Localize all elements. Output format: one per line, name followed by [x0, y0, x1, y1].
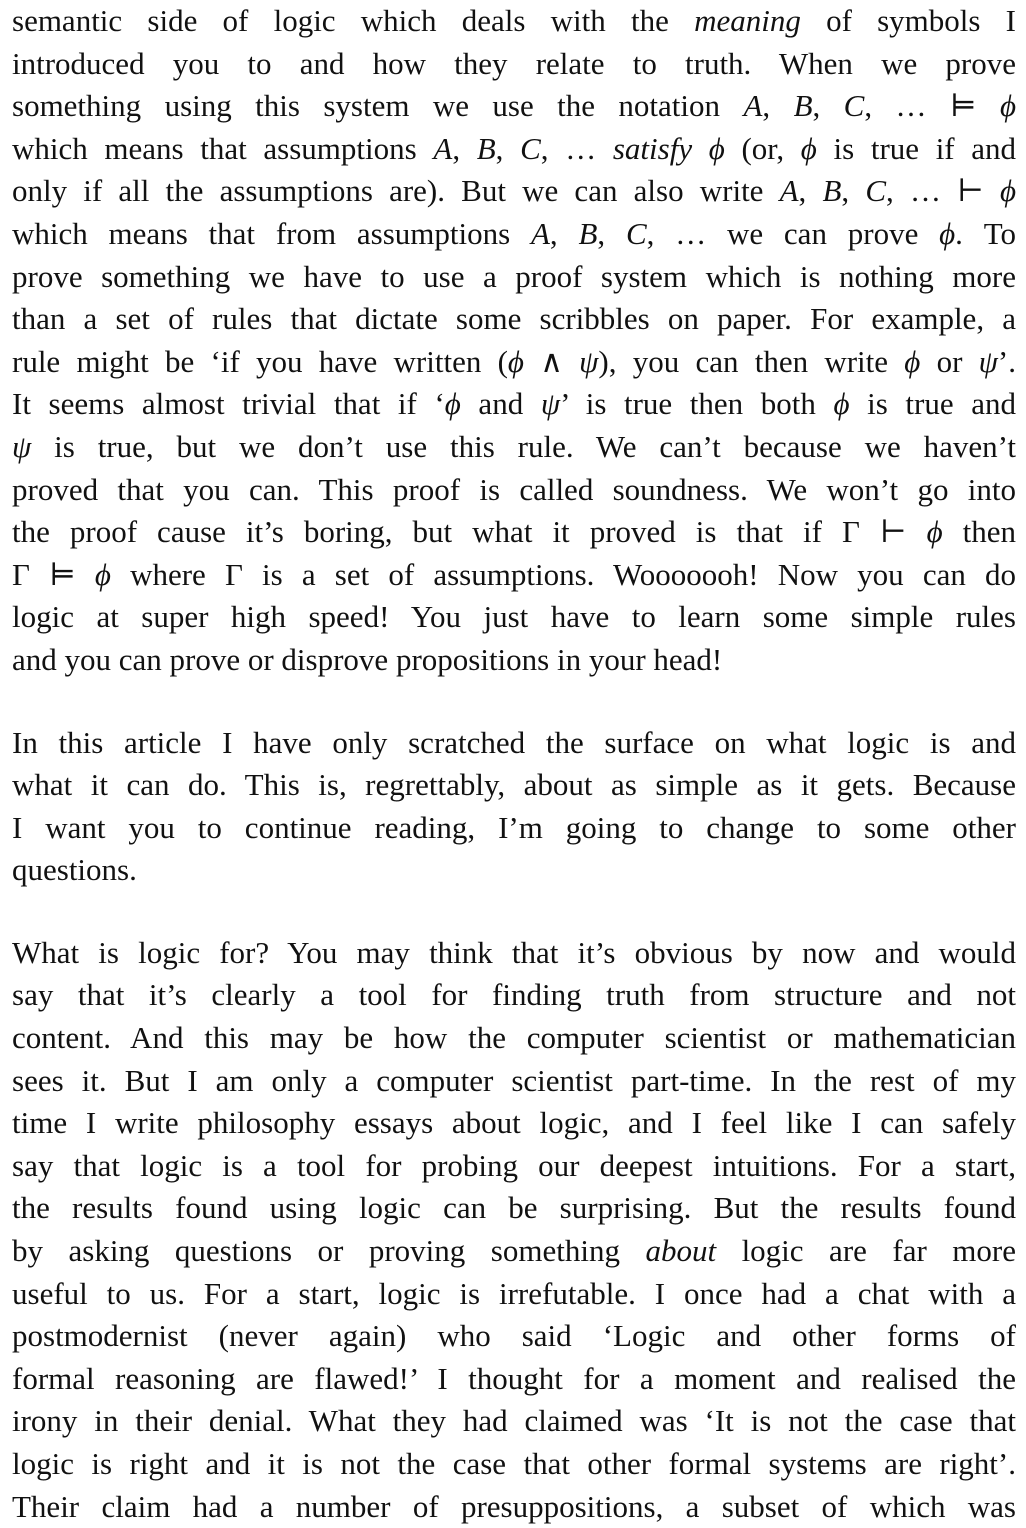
text-line	[12, 1145, 1016, 1188]
text-run: formal reasoning are flawed!’ I thought for a moment and realised the	[12, 1360, 1016, 1396]
text-run: by asking questions or proving something	[12, 1233, 646, 1269]
text-run: sees it. But I am only a computer scientist part-time. In the rest of my	[12, 1062, 1016, 1098]
italic-text: A	[433, 130, 453, 166]
text-run: ,	[841, 173, 866, 209]
text-run: logic at super high speed! You just have to learn some simple rules	[12, 599, 1016, 635]
italic-text: B	[822, 173, 842, 209]
text-run: , …	[540, 130, 613, 166]
italic-text: about	[645, 1233, 717, 1269]
text-run: content. And this may be how the computer scientist or mathematician	[12, 1020, 1016, 1056]
text-line	[12, 469, 1016, 512]
text-run: ), you can then write	[598, 343, 905, 379]
text-run: ,	[597, 215, 626, 251]
text-line	[12, 1358, 1016, 1401]
text-run: . To	[955, 215, 1016, 251]
text-run: ,	[549, 215, 579, 251]
text-run: and	[460, 386, 541, 422]
text-line	[12, 639, 1016, 682]
text-line	[12, 849, 1016, 892]
paragraph-2	[12, 722, 1016, 892]
text-line	[12, 1486, 1016, 1528]
text-run: where Γ is a set of assumptions. Wooooooh! Now you can do	[110, 556, 1017, 592]
text-run: introduced you to and how they relate to truth. When we prove	[12, 45, 1016, 81]
paragraph-gap	[12, 682, 1016, 722]
text-run: proved that you can. This proof is called soundness. We won’t go into	[12, 471, 1016, 507]
italic-text: A	[779, 173, 799, 209]
text-run: Their claim had a number of presuppositions, a subset of which was	[12, 1488, 1016, 1524]
text-run: and you can prove or disprove propositions in your head!	[12, 641, 723, 677]
italic-text: B	[476, 130, 496, 166]
italic-text: ψ	[12, 428, 32, 464]
text-line	[12, 974, 1016, 1017]
italic-text: B	[793, 88, 813, 124]
text-line	[12, 383, 1016, 426]
text-run: ,	[762, 88, 794, 124]
text-line	[12, 722, 1016, 765]
text-run: It seems almost trivial that if ‘	[12, 386, 445, 422]
text-run: than a set of rules that dictate some scribbles on paper. For example, a	[12, 301, 1016, 337]
italic-text: ϕ	[94, 556, 111, 592]
text-line	[12, 213, 1016, 256]
italic-text: C	[625, 215, 647, 251]
italic-text: ϕ	[904, 343, 921, 379]
text-line	[12, 1187, 1016, 1230]
text-run: is true and	[849, 386, 1016, 422]
text-run: ,	[798, 173, 823, 209]
text-run: then	[942, 514, 1016, 550]
italic-text: ψ	[540, 386, 561, 422]
text-run: logic are far more	[716, 1233, 1016, 1269]
text-line	[12, 256, 1016, 299]
text-line	[12, 596, 1016, 639]
text-run: ∧	[523, 343, 580, 379]
text-run: something using this system we use the notation	[12, 88, 744, 124]
italic-text: ϕ	[999, 173, 1017, 209]
text-line	[12, 1017, 1016, 1060]
text-line	[12, 1273, 1016, 1316]
text-run: which means that from assumptions	[12, 215, 531, 251]
text-run: ,	[495, 130, 521, 166]
text-run: useful to us. For a start, logic is irrefutable. I once had a chat with a	[12, 1275, 1016, 1311]
italic-text: ϕ	[507, 343, 524, 379]
text-line	[12, 511, 1016, 554]
text-line	[12, 341, 1016, 384]
italic-text: ϕ	[708, 130, 725, 166]
italic-text: meaning	[694, 3, 801, 38]
text-run: ’ is true then both	[560, 386, 834, 422]
italic-text: C	[520, 130, 541, 166]
text-run: I want you to continue reading, I’m going to change to some other	[12, 809, 1016, 845]
text-run: What is logic for? You may think that it’s obvious by now and would	[12, 934, 1016, 970]
italic-text: ϕ	[939, 215, 956, 251]
text-line	[12, 1230, 1016, 1273]
italic-text: ϕ	[833, 386, 850, 422]
italic-text: satisfy	[612, 130, 693, 166]
text-run: , … we can prove	[646, 215, 940, 251]
text-run: say that logic is a tool for probing our deepest intuitions. For a start,	[12, 1147, 1016, 1183]
italic-text: ϕ	[800, 130, 817, 166]
italic-text: ψ	[579, 343, 599, 379]
text-run: prove something we have to use a proof system which is nothing more	[12, 258, 1016, 294]
paragraph-1	[12, 0, 1016, 682]
paragraph-3	[12, 932, 1016, 1528]
text-line	[12, 128, 1016, 171]
text-run: , … ⊨	[864, 88, 1000, 124]
text-run: questions.	[12, 852, 137, 888]
text-line	[12, 1400, 1016, 1443]
text-run: is true if and	[816, 130, 1017, 166]
italic-text: ψ	[978, 343, 998, 379]
text-line	[12, 1443, 1016, 1486]
text-line	[12, 85, 1016, 128]
text-run: which means that assumptions	[12, 130, 434, 166]
text-run: what it can do. This is, regrettably, about as simple as it gets. Because	[12, 767, 1016, 803]
text-line	[12, 1102, 1016, 1145]
text-run	[692, 131, 709, 166]
italic-text: ϕ	[444, 386, 461, 422]
text-run: the results found using logic can be surprising. But the results found	[12, 1190, 1016, 1226]
italic-text: C	[865, 173, 887, 209]
text-line	[12, 426, 1016, 469]
text-run: Γ ⊨	[12, 556, 95, 592]
text-run: postmodernist (never again) who said ‘Logic and other forms of	[12, 1318, 1016, 1354]
italic-text: A	[530, 215, 550, 251]
text-line	[12, 43, 1016, 86]
text-run: , … ⊢	[886, 173, 1000, 209]
text-line	[12, 1060, 1016, 1103]
text-line	[12, 807, 1016, 850]
italic-text: ϕ	[1000, 88, 1017, 124]
text-run: semantic side of logic which deals with the	[12, 3, 695, 38]
italic-text: B	[578, 215, 598, 251]
text-run: (or,	[724, 130, 801, 166]
text-run: ,	[812, 88, 844, 124]
text-run: In this article I have only scratched the surface on what logic is and	[12, 724, 1016, 760]
text-run: rule might be ‘if you have written (	[12, 343, 508, 379]
text-line	[12, 932, 1016, 975]
text-line	[12, 1315, 1016, 1358]
text-line	[12, 764, 1016, 807]
text-run: time I write philosophy essays about logic, and I feel like I can safely	[12, 1105, 1016, 1141]
italic-text: A	[743, 88, 763, 124]
text-run: the proof cause it’s boring, but what it proved is that if Γ ⊢	[12, 514, 927, 550]
text-line	[12, 554, 1016, 597]
text-line	[12, 0, 1016, 43]
paragraph-gap	[12, 892, 1016, 932]
text-run: or	[920, 343, 979, 379]
text-run: ,	[452, 130, 477, 166]
italic-text: ϕ	[926, 514, 943, 550]
italic-text: C	[843, 88, 865, 124]
text-line	[12, 170, 1016, 213]
text-run: ’.	[997, 343, 1016, 379]
text-run: of symbols I	[800, 3, 1017, 38]
text-run: only if all the assumptions are). But we can also write	[12, 173, 780, 209]
text-run: logic is right and it is not the case that other formal systems are right’.	[12, 1446, 1016, 1481]
text-run: is true, but we don’t use this rule. We can’t because we haven’t	[31, 428, 1016, 464]
text-line	[12, 298, 1016, 341]
text-run: say that it’s clearly a tool for finding truth from structure and not	[12, 977, 1016, 1013]
text-run: irony in their denial. What they had claimed was ‘It is not the case that	[12, 1403, 1016, 1439]
